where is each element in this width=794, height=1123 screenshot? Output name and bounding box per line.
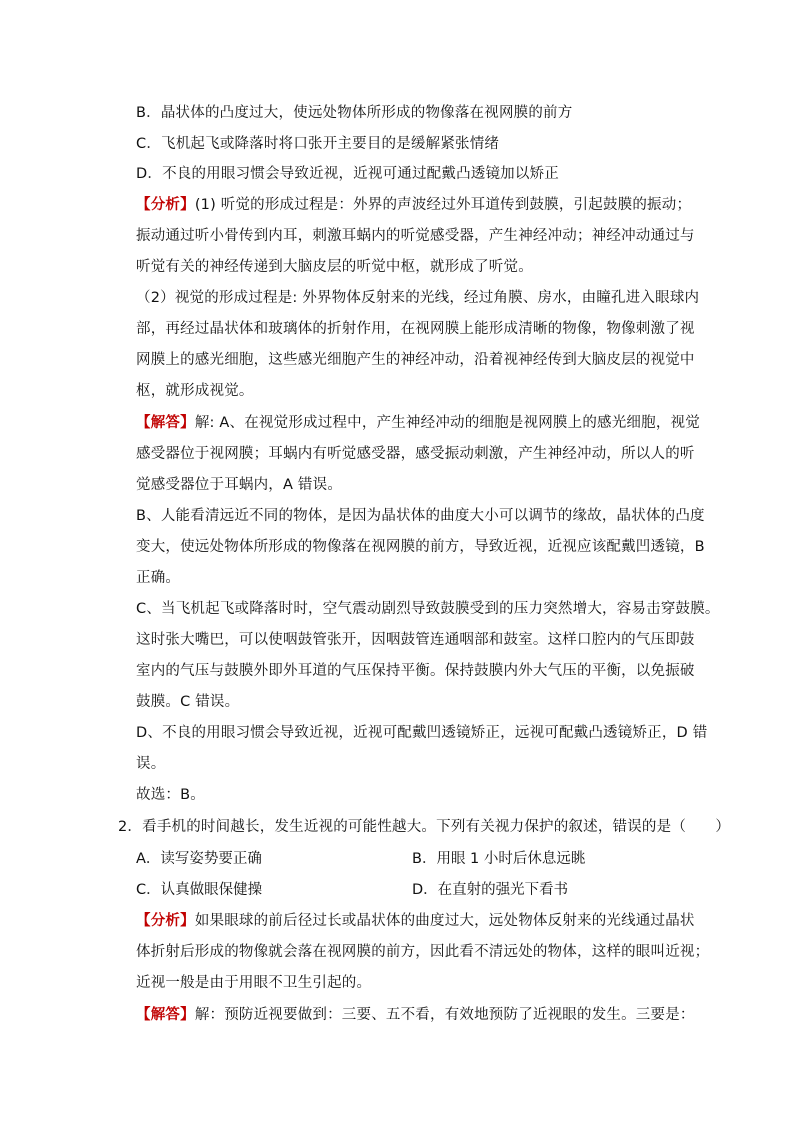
q1-option-c: C．飞机起飞或降落时将口张开主要目的是缓解紧张情绪 (136, 136, 500, 152)
q1-answer-line: 这时张大嘴巴，可以使咽鼓管张开，因咽鼓管连通咽部和鼓室。这样口腔内的气压即鼓 (136, 632, 695, 648)
q1-analysis-line: 网膜上的感光细胞，这些感光细胞产生的神经冲动，沿着视神经传到大脑皮层的视觉中 (136, 352, 695, 368)
q1-answer-line: B、人能看清远近不同的物体，是因为晶状体的曲度大小可以调节的缘故，晶状体的凸度 (136, 508, 705, 524)
q1-answer-line: C、当飞机起飞或降落时时，空气震动剧烈导致鼓膜受到的压力突然增大，容易击穿鼓膜。 (136, 601, 720, 617)
q2-analysis-line: 近视一般是由于用眼不卫生引起的。 (136, 975, 372, 991)
q1-answer-line: 感受器位于视网膜；耳蜗内有听觉感受器，感受振动刺激，产生神经冲动，所以人的听 (136, 446, 695, 462)
q1-analysis-line: 听觉有关的神经传递到大脑皮层的听觉中枢，就形成了听觉。 (136, 259, 533, 275)
q1-analysis-line: 枢，就形成视觉。 (136, 383, 254, 399)
q1-answer-line: 觉感受器位于耳蜗内，A 错误。 (136, 477, 343, 493)
q2-option-b: B．用眼 1 小时后休息远眺 (412, 851, 586, 867)
q2-analysis-line: 体折射后形成的物像就会落在视网膜的前方，因此看不清远处的物体，这样的眼叫近视； (136, 944, 710, 960)
q1-answer-line: D、不良的用眼习惯会导致近视，近视可配戴凹透镜矫正，远视可配戴凸透镜矫正，D 错 (136, 725, 708, 741)
q2-option-d: D．在直射的强光下看书 (412, 882, 569, 898)
q1-option-b: B．晶状体的凸度过大，使远处物体所形成的物像落在视网膜的前方 (136, 105, 573, 121)
q1-analysis-line: 振动通过听小骨传到内耳，刺激耳蜗内的听觉感受器，产生神经冲动；神经冲动通过与 (136, 228, 695, 244)
q1-analysis-line: （2）视觉的形成过程是: 外界物体反射来的光线，经过角膜、房水，由瞳孔进入眼球内 (136, 290, 700, 306)
q2-option-c: C．认真做眼保健操 (136, 882, 263, 898)
q1-answer-line: 误。 (136, 756, 166, 772)
q1-analysis-tag: 【分析】 (136, 197, 195, 213)
q2-analysis-line: 【分析】如果眼球的前后径过长或晶状体的曲度过大，远处物体反射来的光线通过晶状 (136, 913, 695, 929)
q2-option-a: A．读写姿势要正确 (136, 851, 262, 867)
q1-answer-line: 正确。 (136, 570, 181, 586)
q2-answer-line: 【解答】解：预防近视要做到：三要、五不看，有效地预防了近视眼的发生。三要是： (136, 1007, 695, 1023)
q1-answer-line: 【解答】解: A、在视觉形成过程中，产生神经冲动的细胞是视网膜上的感光细胞，视觉 (136, 415, 700, 431)
q1-answer-line: 鼓膜。C 错误。 (136, 694, 240, 710)
q1-answer-line: 故选：B。 (136, 787, 205, 803)
q1-answer-line: 变大，使远处物体所形成的物像落在视网膜的前方，导致近视，近视应该配戴凹透镜，B (136, 539, 705, 555)
q2-analysis-tag: 【分析】 (136, 913, 195, 929)
q2-stem: 2．看手机的时间越长，发生近视的可能性越大。下列有关视力保护的叙述，错误的是（ ） (118, 819, 731, 835)
q1-analysis-line: 【分析】(1) 听觉的形成过程是：外界的声波经过外耳道传到鼓膜，引起鼓膜的振动； (136, 197, 692, 213)
q1-answer-tag: 【解答】 (136, 415, 195, 431)
q1-answer-line: 室内的气压与鼓膜外即外耳道的气压保持平衡。保持鼓膜内外大气压的平衡，以免振破 (136, 663, 695, 679)
q1-option-d: D．不良的用眼习惯会导致近视，近视可通过配戴凸透镜加以矫正 (136, 166, 559, 182)
q1-analysis-line: 部，再经过晶状体和玻璃体的折射作用，在视网膜上能形成清晰的物像，物像刺激了视 (136, 321, 695, 337)
q2-answer-tag: 【解答】 (136, 1007, 195, 1023)
